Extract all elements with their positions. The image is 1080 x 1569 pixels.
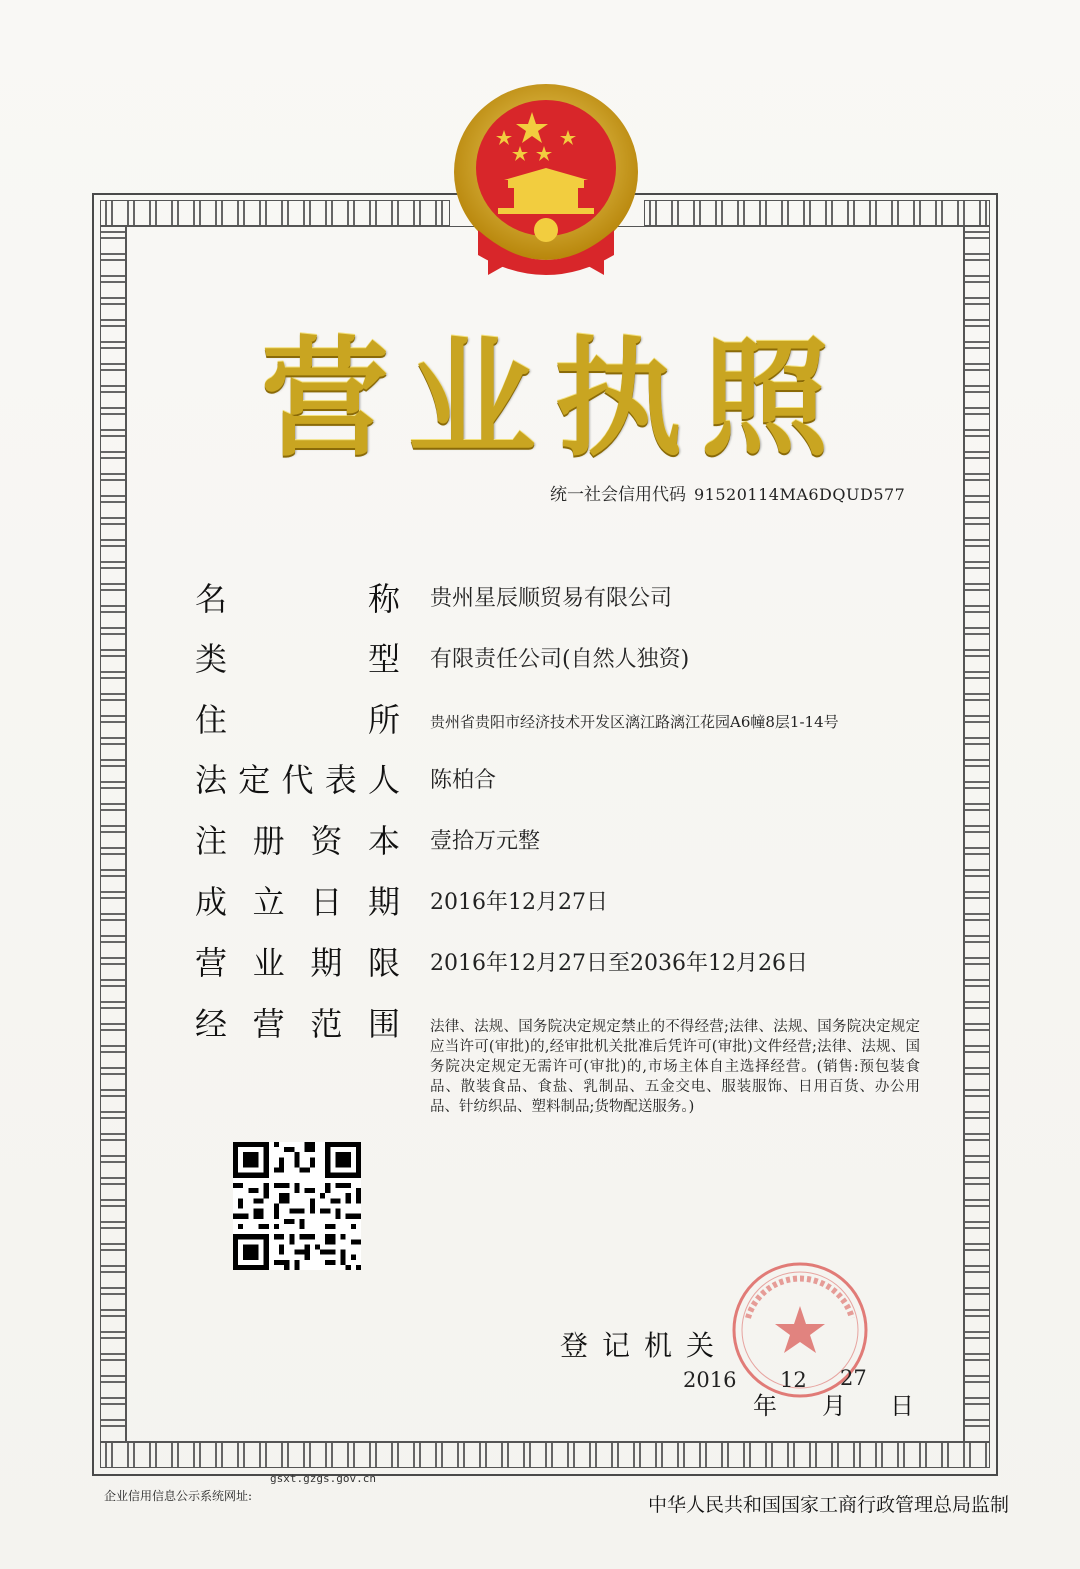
greek-key-border-top-left: [100, 200, 450, 226]
month-char: 月: [822, 1392, 846, 1420]
field-label-legal-rep: [195, 758, 400, 802]
label-char: 期: [310, 944, 343, 982]
label-char: 住: [195, 701, 228, 739]
field-value-term: 2016年12月27日至2036年12月26日: [430, 951, 808, 976]
label-char: 称: [367, 580, 400, 618]
label-char: 册: [252, 822, 285, 860]
label-char: 代: [281, 761, 314, 799]
label-char: 成: [195, 883, 228, 921]
field-label-capital: [195, 819, 400, 863]
label-char: 营: [195, 944, 228, 982]
label-char: 表: [324, 761, 357, 799]
label-char: 日: [310, 883, 343, 921]
field-label-scope: [195, 1002, 400, 1046]
label-char: 资: [310, 822, 343, 860]
label-char: 型: [367, 640, 400, 678]
day-char: 日: [890, 1392, 914, 1420]
field-label-name: [195, 577, 400, 621]
label-char: 名: [195, 580, 228, 618]
footer-url: gsxt.gzgs.gov.cn: [270, 1472, 376, 1485]
greek-key-border-right: [964, 226, 990, 1442]
greek-key-border-bottom: [100, 1442, 990, 1468]
year-char: 年: [753, 1392, 777, 1420]
title-char: 执: [554, 325, 683, 474]
label-char: 营: [252, 1005, 285, 1043]
label-char: 立: [252, 883, 285, 921]
field-value-scope: 法律、法规、国务院决定规定禁止的不得经营;法律、法规、国务院决定规定应当许可(审批)的,经审批机关批准后凭许可(审批)文件经营;法律、法规、国务院决定规定无需许可(审批)的,市场主体自主选择经营。(销售:预包装食品、散装食品、食盐、乳制品、五金交电、服装服饰、日用百货、办公用品、针纺织品、塑料制品;货物配送服务。): [430, 1019, 920, 1115]
label-char: 期: [367, 883, 400, 921]
license-title: [255, 325, 835, 474]
qr-code-icon: [233, 1142, 361, 1270]
label-char: 法: [195, 761, 228, 799]
label-char: 范: [310, 1005, 343, 1043]
credit-code-label: 统一社会信用代码: [550, 485, 686, 505]
footer-supervisor: 中华人民共和国国家工商行政管理总局监制: [648, 1494, 1010, 1516]
label-char: 人: [367, 761, 400, 799]
field-value-address: 贵州省贵阳市经济技术开发区漓江路漓江花园A6幢8层1-14号: [430, 713, 839, 731]
credit-code-row: [550, 480, 930, 510]
label-char: 定: [238, 761, 271, 799]
title-char: 营: [260, 325, 389, 474]
field-value-type: 有限责任公司(自然人独资): [430, 647, 690, 672]
registration-month: 12: [780, 1368, 807, 1392]
national-emblem-icon: [448, 80, 644, 280]
registration-year: 2016: [683, 1368, 737, 1392]
label-char: 业: [252, 944, 285, 982]
label-char: 经: [195, 1005, 228, 1043]
title-char: 照: [700, 325, 829, 474]
registration-day: 27: [840, 1366, 867, 1390]
title-char: 业: [407, 325, 536, 474]
field-label-type: [195, 637, 400, 681]
label-char: 类: [195, 640, 228, 678]
label-char: 围: [367, 1005, 400, 1043]
credit-code-value: 91520114MA6DQUD577: [694, 485, 906, 504]
field-label-address: [195, 698, 400, 742]
registration-authority-label: 登记机关: [560, 1329, 729, 1362]
label-char: 注: [195, 822, 228, 860]
label-char: 所: [367, 701, 400, 739]
field-label-term: [195, 941, 400, 985]
footer-system-label: 企业信用信息公示系统网址:: [104, 1489, 253, 1503]
greek-key-border-left: [100, 226, 126, 1442]
field-value-capital: 壹拾万元整: [430, 829, 541, 854]
greek-key-border-top-right: [644, 200, 990, 226]
field-value-name: 贵州星辰顺贸易有限公司: [430, 586, 673, 611]
field-value-legal-rep: 陈柏合: [430, 768, 497, 793]
label-char: 限: [367, 944, 400, 982]
label-char: 本: [367, 822, 400, 860]
field-label-founded: [195, 880, 400, 924]
field-value-founded: 2016年12月27日: [430, 890, 608, 915]
